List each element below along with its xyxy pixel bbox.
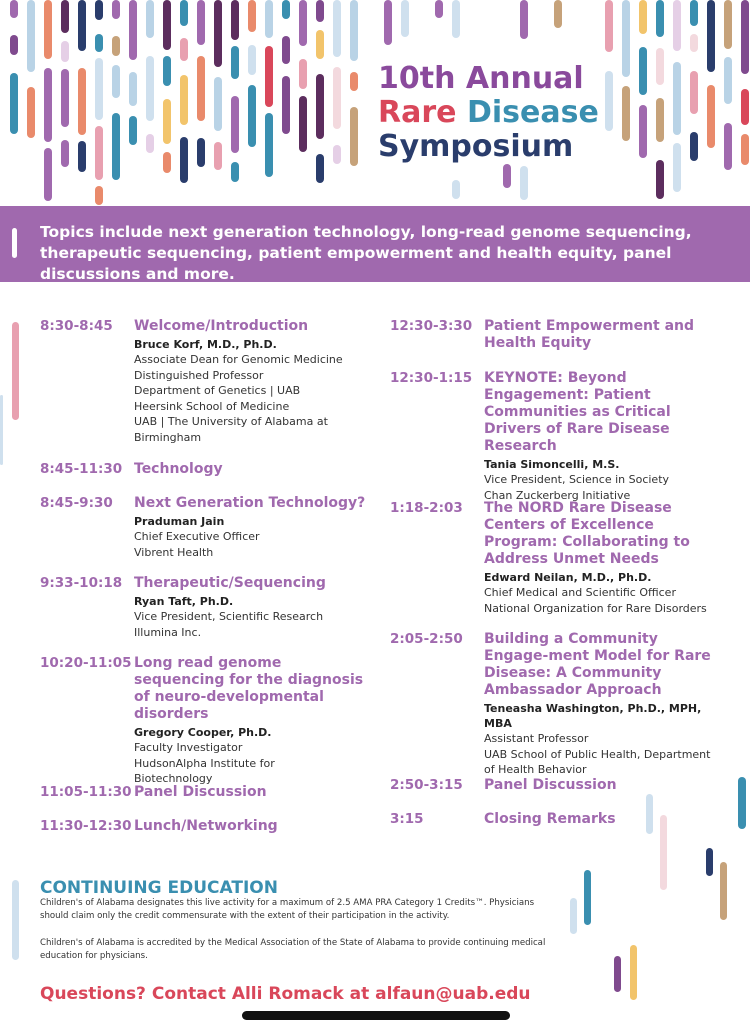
session-time: 11:05-11:30	[40, 784, 132, 800]
decorative-bar	[690, 132, 698, 161]
speaker-role: Chief Medical and Scientific Officer	[484, 586, 676, 599]
decorative-bar	[707, 85, 715, 148]
session-patient-empowerment	[390, 318, 704, 352]
decorative-bar	[248, 85, 256, 147]
decorative-bar	[520, 0, 528, 39]
decorative-bar	[10, 73, 18, 134]
decorative-bar	[231, 96, 239, 153]
speaker-role: Associate Dean for Genomic Medicine	[134, 353, 343, 366]
session-topic: Building a Community Engage-ment Model for Rare Disease: A Community Ambassador Approach	[484, 631, 711, 698]
title-line-annual: 10th Annual	[378, 61, 584, 96]
decorative-bar	[690, 71, 698, 114]
decorative-bar	[231, 0, 239, 40]
decorative-bar	[78, 68, 86, 135]
decorative-bar	[724, 123, 732, 170]
decorative-bar	[214, 77, 222, 131]
session-topic: Therapeutic/Sequencing	[134, 575, 326, 591]
decorative-bar	[282, 36, 290, 64]
decorative-bar	[614, 956, 621, 992]
session-closing	[390, 811, 720, 828]
decorative-bar	[163, 0, 171, 50]
decorative-bar	[95, 126, 103, 180]
decorative-bar	[146, 56, 154, 121]
decorative-bar	[163, 152, 171, 173]
decorative-bar	[197, 138, 205, 167]
session-topic: KEYNOTE: Beyond Engagement: Patient Communities as Critical Drivers of Rare Disease Research	[484, 370, 671, 454]
session-topic: Closing Remarks	[484, 811, 616, 827]
decorative-bar	[622, 0, 630, 77]
decorative-bar	[61, 69, 69, 127]
home-indicator[interactable]	[242, 1011, 510, 1020]
session-topic: Next Generation Technology?	[134, 495, 366, 511]
decorative-bar	[146, 0, 154, 38]
decorative-bar	[299, 96, 307, 152]
decorative-bar	[95, 186, 103, 205]
session-time: 8:30-8:45	[40, 318, 113, 334]
session-community-engagement	[390, 631, 724, 778]
session-speaker: Tania Simoncelli, M.S.	[484, 458, 620, 471]
session-time: 10:20-11:05	[40, 655, 132, 671]
session-panel-right	[390, 777, 720, 794]
speaker-role: Illumina Inc.	[134, 625, 202, 639]
session-speaker: Ryan Taft, Ph.D.	[134, 595, 234, 608]
decorative-bar	[656, 48, 664, 85]
decorative-bar	[180, 0, 188, 26]
speaker-role: Faculty Investigator	[134, 741, 243, 754]
decorative-bar	[163, 99, 171, 144]
decorative-bar	[554, 0, 562, 28]
session-lunch	[40, 818, 370, 835]
speaker-role: Biotechnology	[134, 772, 213, 785]
decorative-bar	[707, 0, 715, 72]
decorative-bar	[384, 0, 392, 45]
decorative-bar	[299, 0, 307, 46]
decorative-bar	[639, 105, 647, 158]
decorative-bar	[639, 0, 647, 34]
decorative-bar	[605, 71, 613, 131]
session-topic: Panel Discussion	[134, 784, 267, 800]
decorative-bar	[673, 62, 681, 135]
decorative-bar	[61, 0, 69, 33]
decorative-bar	[520, 166, 528, 200]
decorative-bar	[401, 0, 409, 37]
decorative-bar	[690, 34, 698, 52]
decorative-bar	[112, 65, 120, 98]
decorative-bar	[265, 113, 273, 177]
decorative-bar	[129, 116, 137, 145]
decorative-bar	[214, 0, 222, 67]
session-time: 2:50-3:15	[390, 777, 463, 793]
decorative-bar	[0, 395, 3, 465]
session-nord	[390, 500, 724, 616]
speaker-role: Assistant Professor	[484, 732, 589, 745]
decorative-bar	[61, 41, 69, 62]
decorative-bar	[180, 137, 188, 183]
decorative-bar	[44, 148, 52, 201]
session-panel-left	[40, 784, 370, 801]
decorative-bar	[673, 143, 681, 192]
session-time: 9:33-10:18	[40, 575, 123, 591]
decorative-bar	[27, 0, 35, 72]
decorative-bar	[95, 58, 103, 120]
decorative-bar	[333, 145, 341, 164]
session-topic: Long read genome sequencing for the diagnosis of neuro-developmental disorders	[134, 655, 364, 722]
banner-marker	[12, 228, 17, 258]
decorative-bar	[316, 0, 324, 22]
decorative-bar	[570, 898, 577, 934]
decorative-bar	[452, 0, 460, 38]
speaker-role: Chief Executive Officer	[134, 530, 260, 543]
decorative-bar	[214, 142, 222, 170]
banner-text: Topics include next generation technology, long-read genome sequencing, therapeutic sequencing, patient empowerment and health equity, panel discussions and more.	[40, 223, 692, 283]
speaker-role: Birmingham	[134, 430, 202, 444]
decorative-bar	[435, 0, 443, 18]
decorative-bar	[282, 0, 290, 19]
symposium-title	[378, 62, 599, 164]
speaker-role: Vibrent Health	[134, 545, 214, 559]
decorative-bar	[231, 162, 239, 182]
decorative-bar	[197, 56, 205, 121]
session-time: 11:30-12:30	[40, 818, 132, 834]
title-line-symposium: Symposium	[378, 129, 574, 164]
decorative-bar	[452, 180, 460, 199]
decorative-bar	[129, 0, 137, 60]
speaker-role: Chan Zuckerberg Initiative	[484, 488, 631, 502]
session-speaker: Praduman Jain	[134, 515, 225, 528]
decorative-bar	[316, 154, 324, 183]
session-time: 3:15	[390, 811, 424, 827]
session-therapeutic	[40, 575, 370, 640]
decorative-bar	[630, 945, 637, 1000]
decorative-bar	[129, 72, 137, 106]
session-time: 8:45-9:30	[40, 495, 113, 511]
decorative-bar	[738, 777, 746, 829]
decorative-bar	[78, 141, 86, 172]
decorative-bar	[44, 0, 52, 59]
continuing-education-credits: Children's of Alabama designates this live activity for a maximum of 2.5 AMA PRA Category 1 Credits™. Physicians should claim only the credit commensurate with the extent of their participation in the activity.	[40, 898, 535, 921]
continuing-education-title: CONTINUING EDUCATION	[40, 878, 278, 898]
decorative-bar	[248, 45, 256, 75]
decorative-bar	[333, 67, 341, 129]
topics-banner	[0, 206, 750, 282]
decorative-bar	[299, 59, 307, 89]
decorative-bar	[316, 74, 324, 139]
session-topic: Panel Discussion	[484, 777, 617, 793]
session-time: 12:30-1:15	[390, 370, 473, 386]
session-next-gen	[40, 495, 370, 560]
speaker-role: Vice President, Science in Society	[484, 473, 670, 486]
title-word-disease: Disease	[466, 95, 599, 130]
decorative-bar	[180, 38, 188, 61]
session-technology	[40, 461, 370, 478]
decorative-bar	[724, 57, 732, 104]
speaker-role: UAB | The University of Alabama at	[134, 415, 328, 428]
decorative-bar	[741, 0, 749, 74]
decorative-bar	[180, 75, 188, 125]
decorative-bar	[605, 0, 613, 52]
session-welcome	[40, 318, 370, 445]
session-keynote	[390, 370, 720, 503]
session-speaker: Edward Neilan, M.D., Ph.D.	[484, 571, 652, 584]
decorative-bar	[741, 134, 749, 165]
decorative-bar	[656, 98, 664, 142]
decorative-bar	[10, 35, 18, 55]
decorative-bar	[673, 0, 681, 51]
decorative-bar	[706, 848, 713, 876]
decorative-bar	[584, 870, 591, 925]
speaker-role: Heersink School of Medicine	[134, 399, 290, 413]
title-word-rare: Rare	[378, 95, 457, 130]
decorative-bar	[282, 76, 290, 134]
speaker-role: Distinguished Professor	[134, 368, 264, 382]
decorative-bar	[112, 113, 120, 180]
decorative-bar	[265, 0, 273, 38]
decorative-bar	[12, 322, 19, 420]
decorative-bar	[350, 107, 358, 166]
speaker-role: Vice President, Scientific Research	[134, 610, 324, 623]
session-topic: Technology	[134, 461, 223, 477]
session-speaker: Bruce Korf, M.D., Ph.D.	[134, 338, 277, 351]
decorative-bar	[248, 0, 256, 32]
session-speaker: Teneasha Washington, Ph.D., MPH, MBA	[484, 702, 702, 730]
decorative-bar	[350, 0, 358, 61]
session-topic: Welcome/Introduction	[134, 318, 309, 334]
decorative-bar	[231, 46, 239, 79]
speaker-role: of Health Behavior	[484, 763, 587, 776]
speaker-role: Department of Genetics | UAB	[134, 384, 301, 397]
session-topic: The NORD Rare Disease Centers of Excellence Program: Collaborating to Address Unmet Needs	[484, 500, 690, 567]
decorative-bar	[720, 862, 727, 920]
decorative-bar	[163, 56, 171, 86]
decorative-bar	[333, 0, 341, 57]
decorative-bar	[265, 46, 273, 107]
decorative-bar	[44, 68, 52, 142]
decorative-bar	[10, 0, 18, 18]
decorative-bar	[724, 0, 732, 49]
contact-line: Questions? Contact Alli Romack at alfaun@uab.edu	[40, 984, 531, 1004]
decorative-bar	[146, 134, 154, 153]
decorative-bar	[656, 160, 664, 199]
decorative-bar	[95, 0, 103, 20]
session-speaker: Gregory Cooper, Ph.D.	[134, 726, 272, 739]
decorative-bar	[112, 0, 120, 19]
speaker-role: UAB School of Public Health, Department	[484, 747, 711, 761]
session-time: 1:18-2:03	[390, 500, 463, 516]
decorative-bar	[12, 880, 19, 960]
decorative-bar	[95, 34, 103, 52]
session-time: 2:05-2:50	[390, 631, 463, 647]
decorative-bar	[639, 47, 647, 95]
decorative-bar	[78, 0, 86, 51]
session-long-read	[40, 655, 364, 787]
decorative-bar	[741, 89, 749, 125]
decorative-bar	[622, 86, 630, 141]
decorative-bar	[656, 0, 664, 37]
decorative-bar	[112, 36, 120, 56]
decorative-bar	[503, 164, 511, 188]
speaker-role: National Organization for Rare Disorders	[484, 601, 707, 615]
decorative-bar	[61, 140, 69, 167]
decorative-bar	[690, 0, 698, 26]
decorative-bar	[197, 0, 205, 45]
decorative-bar	[27, 87, 35, 138]
session-topic: Patient Empowerment and Health Equity	[484, 318, 695, 351]
continuing-education-accreditation: Children's of Alabama is accredited by the Medical Association of the State of Alabama to provide continuing medical education for physicians.	[40, 938, 546, 961]
speaker-role: HudsonAlpha Institute for	[134, 756, 275, 770]
session-time: 8:45-11:30	[40, 461, 123, 477]
session-time: 12:30-3:30	[390, 318, 473, 334]
decorative-bar	[350, 72, 358, 91]
decorative-bar	[316, 30, 324, 59]
session-topic: Lunch/Networking	[134, 818, 278, 834]
